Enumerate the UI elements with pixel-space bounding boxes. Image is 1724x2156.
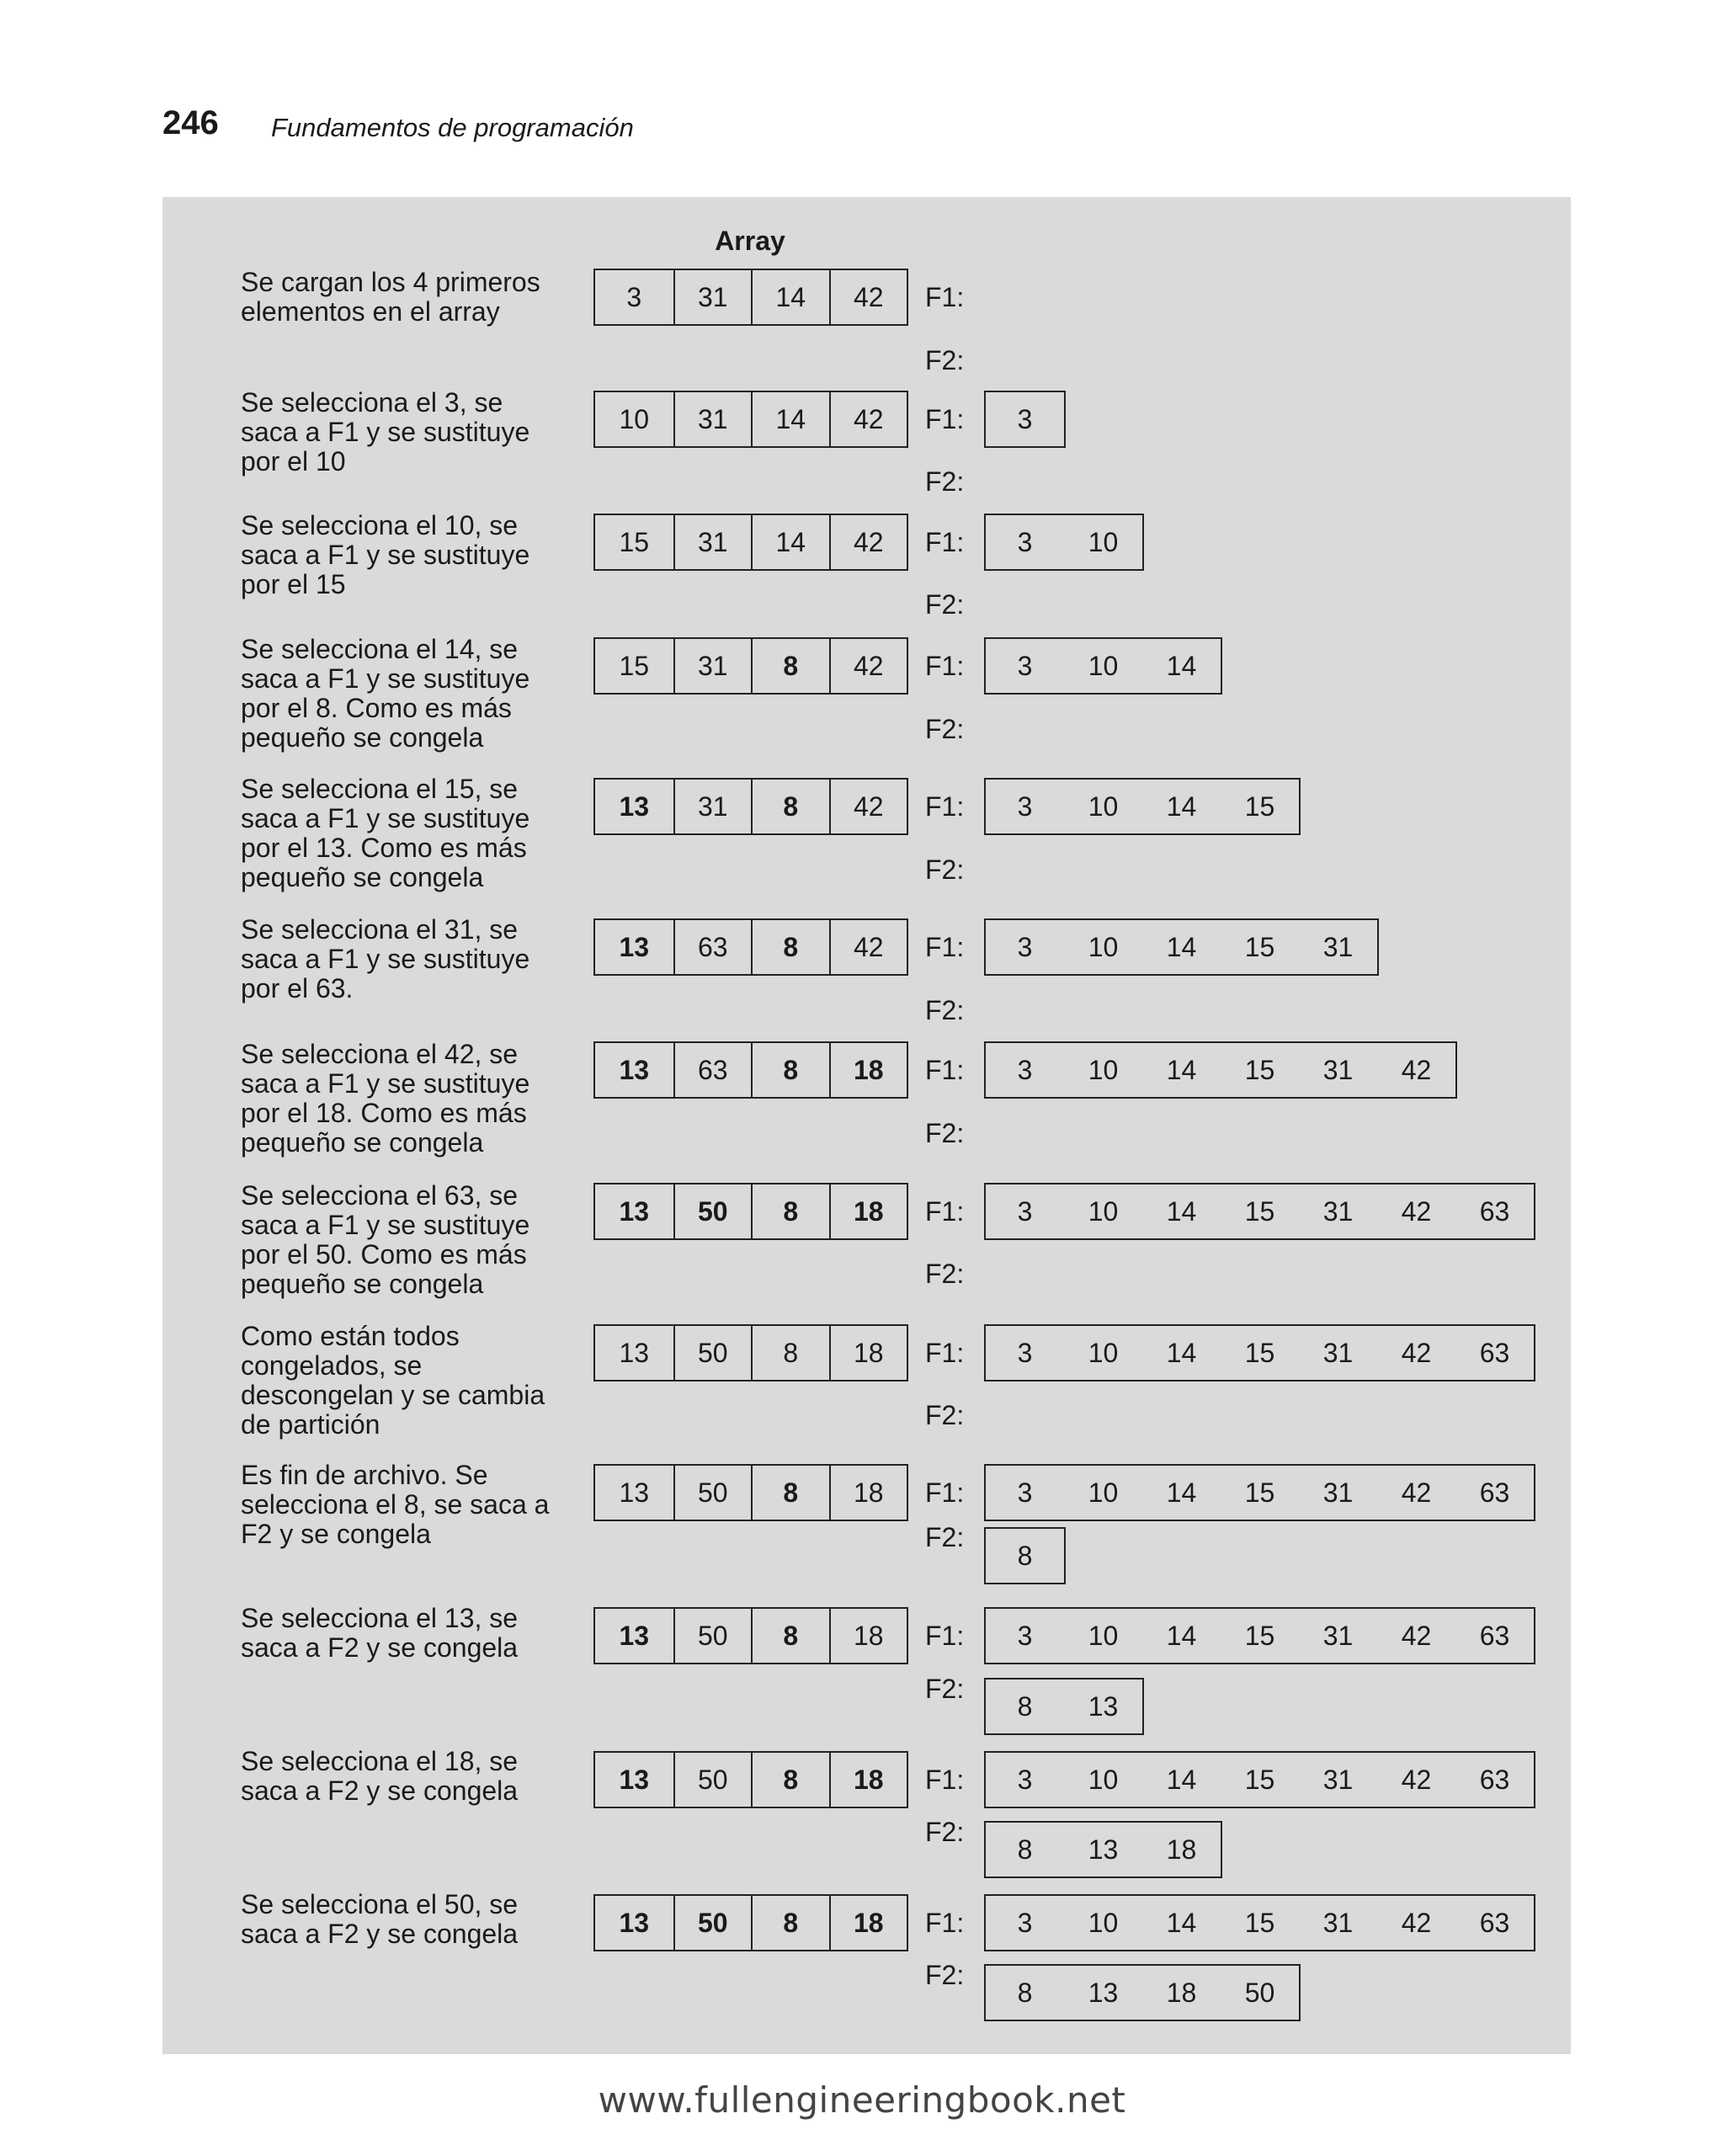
array-cell: 42 bbox=[829, 270, 907, 324]
f1-value: 42 bbox=[1401, 1907, 1432, 1938]
array-box bbox=[593, 637, 908, 695]
f1-value: 14 bbox=[1166, 650, 1197, 681]
f1-value: 10 bbox=[1088, 1764, 1119, 1795]
f1-label: F1: bbox=[925, 1765, 965, 1795]
f1-value: 14 bbox=[1166, 1054, 1197, 1085]
f1-value: 15 bbox=[1244, 931, 1275, 962]
f2-box bbox=[984, 1821, 1222, 1878]
array-cell: 31 bbox=[673, 780, 752, 833]
f1-value: 3 bbox=[1017, 403, 1033, 434]
f2-label: F2: bbox=[925, 1522, 965, 1552]
f1-value: 3 bbox=[1017, 1907, 1033, 1938]
f1-box bbox=[984, 1607, 1535, 1664]
f1-label: F1: bbox=[925, 1338, 965, 1368]
array-cell: 13 bbox=[619, 1907, 650, 1938]
array-cell: 13 bbox=[619, 1337, 650, 1368]
f1-value: 14 bbox=[1166, 931, 1197, 962]
f1-label: F1: bbox=[925, 1908, 965, 1938]
f1-value: 14 bbox=[1166, 1195, 1197, 1227]
step-description: Como están todos congelados, se descongelan y se cambia de partición bbox=[241, 1321, 545, 1440]
f2-label: F2: bbox=[925, 1400, 965, 1430]
f1-value: 14 bbox=[1166, 1337, 1197, 1368]
f1-value: 31 bbox=[1322, 1620, 1354, 1651]
array-cell: 13 bbox=[619, 1620, 650, 1651]
f1-value: 42 bbox=[1401, 1195, 1432, 1227]
f1-value: 10 bbox=[1088, 1054, 1119, 1085]
footer-url: www.fullengineeringbook.net bbox=[598, 2079, 1126, 2121]
array-box bbox=[593, 1183, 908, 1240]
step-description: Se selecciona el 31, se saca a F1 y se sustituye por el 63. bbox=[241, 914, 530, 1003]
step-description: Se selecciona el 13, se saca a F2 y se congela bbox=[241, 1603, 519, 1663]
step-description: Se selecciona el 50, se saca a F2 y se congela bbox=[241, 1889, 519, 1949]
f1-box bbox=[984, 1183, 1535, 1240]
array-cell: 50 bbox=[673, 1326, 752, 1380]
f2-value: 50 bbox=[1244, 1977, 1275, 2008]
f1-value: 3 bbox=[1017, 650, 1033, 681]
array-cell: 50 bbox=[673, 1896, 752, 1950]
f1-value: 10 bbox=[1088, 1477, 1119, 1508]
f1-value: 10 bbox=[1088, 1195, 1119, 1227]
array-box bbox=[593, 514, 908, 571]
f1-value: 3 bbox=[1017, 526, 1033, 557]
array-cell: 18 bbox=[829, 1326, 907, 1380]
f2-value: 8 bbox=[1017, 1540, 1033, 1571]
f1-box bbox=[984, 637, 1222, 695]
f1-value: 31 bbox=[1322, 1337, 1354, 1368]
page-number: 246 bbox=[162, 104, 219, 141]
f1-value: 31 bbox=[1322, 931, 1354, 962]
step-description: Se selecciona el 10, se saca a F1 y se sustituye por el 15 bbox=[241, 510, 530, 599]
array-cell: 31 bbox=[673, 639, 752, 693]
array-heading: Array bbox=[715, 226, 785, 256]
f1-label: F1: bbox=[925, 932, 965, 962]
array-cell: 50 bbox=[673, 1609, 752, 1663]
f2-label: F2: bbox=[925, 1118, 965, 1148]
f1-value: 10 bbox=[1088, 1337, 1119, 1368]
step-description: Se selecciona el 15, se saca a F1 y se sustituye por el 13. Como es más pequeño se congela bbox=[241, 774, 530, 892]
f1-box bbox=[984, 1894, 1535, 1951]
array-cell: 8 bbox=[751, 1466, 829, 1520]
f2-box bbox=[984, 1527, 1066, 1584]
f1-label: F1: bbox=[925, 1196, 965, 1227]
array-box bbox=[593, 1324, 908, 1381]
f1-value: 63 bbox=[1479, 1764, 1510, 1795]
f1-value: 14 bbox=[1166, 1620, 1197, 1651]
f1-value: 63 bbox=[1479, 1195, 1510, 1227]
array-cell: 18 bbox=[829, 1184, 907, 1238]
f1-value: 42 bbox=[1401, 1337, 1432, 1368]
f1-value: 3 bbox=[1017, 1054, 1033, 1085]
f1-value: 42 bbox=[1401, 1477, 1432, 1508]
array-cell: 10 bbox=[619, 403, 650, 434]
array-box bbox=[593, 778, 908, 835]
step-description: Se selecciona el 63, se saca a F1 y se sustituye por el 50. Como es más pequeño se congela bbox=[241, 1180, 530, 1299]
f2-value: 8 bbox=[1017, 1834, 1033, 1865]
f1-box bbox=[984, 1464, 1535, 1521]
f1-value: 14 bbox=[1166, 791, 1197, 822]
book-title: Fundamentos de programación bbox=[271, 113, 634, 142]
array-box bbox=[593, 918, 908, 976]
array-cell: 8 bbox=[751, 1753, 829, 1807]
f1-value: 15 bbox=[1244, 791, 1275, 822]
f1-value: 10 bbox=[1088, 650, 1119, 681]
array-cell: 13 bbox=[619, 1195, 650, 1227]
array-cell: 8 bbox=[751, 1896, 829, 1950]
f2-label: F2: bbox=[925, 589, 965, 620]
f1-value: 15 bbox=[1244, 1477, 1275, 1508]
array-cell: 42 bbox=[829, 639, 907, 693]
array-cell: 42 bbox=[829, 780, 907, 833]
array-cell: 13 bbox=[619, 791, 650, 822]
step-description: Se selecciona el 18, se saca a F2 y se congela bbox=[241, 1746, 519, 1806]
f1-value: 3 bbox=[1017, 1764, 1033, 1795]
f1-value: 15 bbox=[1244, 1337, 1275, 1368]
array-cell: 8 bbox=[751, 639, 829, 693]
array-box bbox=[593, 1464, 908, 1521]
array-cell: 50 bbox=[673, 1753, 752, 1807]
f2-box bbox=[984, 1964, 1301, 2021]
f1-box bbox=[984, 918, 1379, 976]
f1-value: 31 bbox=[1322, 1195, 1354, 1227]
array-cell: 18 bbox=[829, 1609, 907, 1663]
f1-label: F1: bbox=[925, 527, 965, 557]
f2-value: 18 bbox=[1166, 1977, 1197, 2008]
f2-label: F2: bbox=[925, 995, 965, 1025]
f1-label: F1: bbox=[925, 1621, 965, 1651]
f1-value: 10 bbox=[1088, 526, 1119, 557]
f1-value: 31 bbox=[1322, 1054, 1354, 1085]
f1-value: 14 bbox=[1166, 1907, 1197, 1938]
f1-value: 3 bbox=[1017, 1195, 1033, 1227]
array-cell: 18 bbox=[829, 1466, 907, 1520]
array-box bbox=[593, 1607, 908, 1664]
f1-value: 15 bbox=[1244, 1764, 1275, 1795]
f2-label: F2: bbox=[925, 1817, 965, 1847]
array-cell: 15 bbox=[619, 526, 650, 557]
f1-value: 63 bbox=[1479, 1907, 1510, 1938]
f1-label: F1: bbox=[925, 404, 965, 434]
f1-label: F1: bbox=[925, 651, 965, 681]
array-cell: 31 bbox=[673, 392, 752, 446]
array-cell: 13 bbox=[619, 1054, 650, 1085]
array-cell: 8 bbox=[751, 1184, 829, 1238]
f1-value: 14 bbox=[1166, 1764, 1197, 1795]
array-cell: 8 bbox=[751, 920, 829, 974]
array-cell: 14 bbox=[751, 392, 829, 446]
f2-value: 13 bbox=[1088, 1690, 1119, 1722]
f2-value: 13 bbox=[1088, 1977, 1119, 2008]
array-cell: 31 bbox=[673, 270, 752, 324]
f2-label: F2: bbox=[925, 1259, 965, 1289]
array-cell: 8 bbox=[751, 1609, 829, 1663]
array-cell: 8 bbox=[751, 1043, 829, 1097]
f1-value: 15 bbox=[1244, 1054, 1275, 1085]
array-box bbox=[593, 269, 908, 326]
array-cell: 42 bbox=[829, 515, 907, 569]
f1-value: 15 bbox=[1244, 1620, 1275, 1651]
f1-value: 3 bbox=[1017, 931, 1033, 962]
array-cell: 14 bbox=[751, 270, 829, 324]
f2-label: F2: bbox=[925, 466, 965, 497]
f1-value: 63 bbox=[1479, 1477, 1510, 1508]
f1-value: 63 bbox=[1479, 1337, 1510, 1368]
f2-label: F2: bbox=[925, 345, 965, 375]
f2-label: F2: bbox=[925, 714, 965, 744]
f1-value: 42 bbox=[1401, 1620, 1432, 1651]
f1-box bbox=[984, 391, 1066, 448]
f1-box bbox=[984, 1041, 1457, 1099]
f2-box bbox=[984, 1678, 1144, 1735]
array-cell: 8 bbox=[751, 780, 829, 833]
step-description: Se cargan los 4 primeros elementos en el array bbox=[241, 267, 540, 327]
f1-value: 63 bbox=[1479, 1620, 1510, 1651]
f1-value: 31 bbox=[1322, 1907, 1354, 1938]
array-cell: 31 bbox=[673, 515, 752, 569]
array-cell: 8 bbox=[751, 1326, 829, 1380]
array-cell: 63 bbox=[673, 920, 752, 974]
f1-value: 31 bbox=[1322, 1764, 1354, 1795]
array-cell: 14 bbox=[751, 515, 829, 569]
f1-value: 15 bbox=[1244, 1195, 1275, 1227]
f1-box bbox=[984, 1324, 1535, 1381]
f1-value: 10 bbox=[1088, 931, 1119, 962]
f1-label: F1: bbox=[925, 791, 965, 822]
array-cell: 15 bbox=[619, 650, 650, 681]
f1-value: 10 bbox=[1088, 1907, 1119, 1938]
f1-value: 42 bbox=[1401, 1054, 1432, 1085]
array-cell: 13 bbox=[619, 1477, 650, 1508]
array-box bbox=[593, 1751, 908, 1808]
f1-value: 3 bbox=[1017, 1337, 1033, 1368]
f2-value: 8 bbox=[1017, 1690, 1033, 1722]
array-cell: 50 bbox=[673, 1184, 752, 1238]
array-cell: 42 bbox=[829, 392, 907, 446]
f2-value: 18 bbox=[1166, 1834, 1197, 1865]
array-cell: 13 bbox=[619, 931, 650, 962]
f1-value: 3 bbox=[1017, 791, 1033, 822]
array-cell: 18 bbox=[829, 1753, 907, 1807]
f2-label: F2: bbox=[925, 1674, 965, 1704]
array-cell: 18 bbox=[829, 1896, 907, 1950]
array-box bbox=[593, 1041, 908, 1099]
array-cell: 42 bbox=[829, 920, 907, 974]
f1-value: 14 bbox=[1166, 1477, 1197, 1508]
f2-value: 8 bbox=[1017, 1977, 1033, 2008]
array-cell: 18 bbox=[829, 1043, 907, 1097]
step-description: Se selecciona el 3, se saca a F1 y se sustituye por el 10 bbox=[241, 387, 530, 476]
array-cell: 3 bbox=[626, 281, 642, 312]
f1-box bbox=[984, 1751, 1535, 1808]
f1-value: 15 bbox=[1244, 1907, 1275, 1938]
f2-label: F2: bbox=[925, 1960, 965, 1990]
f1-label: F1: bbox=[925, 282, 965, 312]
f1-value: 31 bbox=[1322, 1477, 1354, 1508]
array-box bbox=[593, 391, 908, 448]
f1-label: F1: bbox=[925, 1477, 965, 1508]
f2-value: 13 bbox=[1088, 1834, 1119, 1865]
f1-value: 3 bbox=[1017, 1620, 1033, 1651]
step-description: Es fin de archivo. Se selecciona el 8, se saca a F2 y se congela bbox=[241, 1460, 550, 1549]
array-cell: 63 bbox=[673, 1043, 752, 1097]
step-description: Se selecciona el 42, se saca a F1 y se sustituye por el 18. Como es más pequeño se congela bbox=[241, 1039, 530, 1158]
f1-value: 42 bbox=[1401, 1764, 1432, 1795]
array-box bbox=[593, 1894, 908, 1951]
f1-value: 3 bbox=[1017, 1477, 1033, 1508]
f1-box bbox=[984, 778, 1301, 835]
array-cell: 50 bbox=[673, 1466, 752, 1520]
step-description: Se selecciona el 14, se saca a F1 y se sustituye por el 8. Como es más pequeño se congela bbox=[241, 634, 530, 753]
array-cell: 13 bbox=[619, 1764, 650, 1795]
f1-value: 10 bbox=[1088, 791, 1119, 822]
f1-value: 10 bbox=[1088, 1620, 1119, 1651]
f2-label: F2: bbox=[925, 854, 965, 885]
f1-label: F1: bbox=[925, 1055, 965, 1085]
f1-box bbox=[984, 514, 1144, 571]
